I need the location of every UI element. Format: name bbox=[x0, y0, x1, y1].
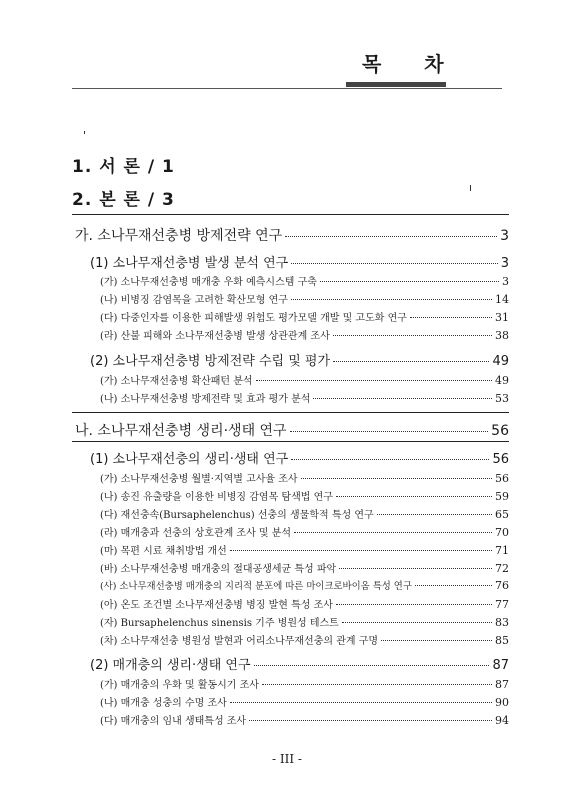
toc-item[interactable] bbox=[100, 676, 509, 691]
toc-entry-page: 77 bbox=[495, 598, 509, 611]
toc-entry-page: 90 bbox=[495, 696, 509, 709]
dot-leader bbox=[377, 514, 492, 515]
dot-leader bbox=[290, 431, 489, 432]
toc-entry-page: 31 bbox=[495, 311, 509, 324]
toc-entry-page: 70 bbox=[495, 526, 509, 539]
chapter-2: 2. 본 론 / 3 bbox=[72, 190, 175, 210]
toc-title: 목 차 bbox=[362, 52, 462, 76]
dot-leader bbox=[333, 335, 492, 336]
toc-item[interactable] bbox=[100, 560, 509, 575]
toc-entry-label: 나. 소나무재선충병 생리·생태 연구 bbox=[75, 423, 287, 439]
toc-entry-label: (나) 송진 유출량을 이용한 비병징 감염목 탐색법 연구 bbox=[100, 492, 333, 503]
toc-subsection[interactable] bbox=[90, 654, 509, 673]
dot-leader bbox=[320, 281, 499, 282]
toc-subsection[interactable] bbox=[90, 448, 509, 467]
page-number: - III - bbox=[272, 752, 302, 766]
dot-leader bbox=[339, 568, 492, 569]
toc-entry-page: 14 bbox=[495, 293, 509, 306]
toc-item[interactable] bbox=[100, 694, 509, 709]
toc-entry-page: 83 bbox=[495, 616, 509, 629]
toc-entry-page: 53 bbox=[495, 392, 509, 405]
toc-item[interactable] bbox=[100, 488, 509, 503]
dot-leader bbox=[291, 263, 498, 264]
dot-leader bbox=[230, 550, 492, 551]
toc-entry-page: 87 bbox=[492, 658, 509, 673]
dot-leader bbox=[415, 585, 492, 586]
toc-entry-page: 56 bbox=[492, 452, 509, 467]
dot-leader bbox=[294, 532, 492, 533]
dot-leader bbox=[254, 665, 490, 666]
toc-entry-label: (가) 매개충의 우화 및 활동시기 조사 bbox=[100, 680, 259, 691]
dot-leader bbox=[336, 604, 492, 605]
toc-item[interactable] bbox=[100, 390, 509, 405]
toc-entry-page: 87 bbox=[495, 678, 509, 691]
toc-entry-page: 38 bbox=[495, 329, 509, 342]
toc-entry-label: (2) 매개충의 생리·생태 연구 bbox=[90, 658, 251, 673]
dot-leader bbox=[410, 317, 492, 318]
dot-leader bbox=[291, 299, 492, 300]
toc-entry-label: (바) 소나무재선충병 매개충의 절대공생세균 특성 파악 bbox=[100, 564, 337, 575]
toc-entry-label: (자) Bursaphelenchus sinensis 기주 병원성 테스트 bbox=[100, 618, 339, 629]
toc-item[interactable] bbox=[100, 524, 509, 539]
toc-entry-page: 72 bbox=[495, 562, 509, 575]
toc-item[interactable] bbox=[100, 372, 509, 387]
scan-speck bbox=[470, 185, 471, 191]
toc-entry-label: (가) 소나무재선충병 매개충 우화 예측시스템 구축 bbox=[100, 277, 317, 288]
toc-item[interactable] bbox=[100, 506, 509, 521]
toc-entry-label: (다) 매개충의 임내 생태특성 조사 bbox=[100, 716, 247, 727]
toc-entry-label: (가) 소나무재선충병 확산패턴 분석 bbox=[100, 376, 253, 387]
toc-entry-label: (사) 소나무재선충병 매개충의 지리적 분포에 따른 마이크로바이옴 특성 연구 bbox=[100, 581, 412, 592]
toc-item[interactable] bbox=[100, 309, 509, 324]
toc-entry-label: (마) 목편 시료 채취방법 개선 bbox=[100, 546, 227, 557]
toc-entry-label: (1) 소나무재선충병 발생 분석 연구 bbox=[90, 256, 289, 271]
toc-entry-label: (나) 매개충 성충의 수명 조사 bbox=[100, 698, 227, 709]
toc-section[interactable] bbox=[75, 420, 509, 440]
toc-item[interactable] bbox=[100, 291, 509, 306]
dot-leader bbox=[262, 684, 492, 685]
toc-entry-page: 94 bbox=[495, 714, 509, 727]
toc-entry-page: 65 bbox=[495, 508, 509, 521]
toc-entry-page: 76 bbox=[495, 579, 509, 592]
toc-entry-page: 56 bbox=[491, 423, 509, 439]
chapter-1: 1. 서 론 / 1 bbox=[72, 157, 175, 177]
dot-leader bbox=[249, 720, 492, 721]
section-rule bbox=[72, 412, 509, 413]
toc-entry-label: (1) 소나무재선충의 생리·생태 연구 bbox=[90, 452, 289, 467]
toc-item[interactable] bbox=[100, 596, 509, 611]
toc-section[interactable] bbox=[75, 225, 509, 245]
toc-entry-page: 49 bbox=[495, 374, 509, 387]
header-rule bbox=[72, 88, 502, 89]
dot-leader bbox=[336, 496, 492, 497]
toc-entry-label: (다) 재선충속(Bursaphelenchus) 선충의 생물학적 특성 연구 bbox=[100, 510, 374, 521]
header-bar bbox=[346, 82, 446, 87]
dot-leader bbox=[256, 380, 492, 381]
toc-item[interactable] bbox=[100, 712, 509, 727]
toc-entry-label: (나) 비병징 감염목을 고려한 확산모형 연구 bbox=[100, 295, 288, 306]
toc-item[interactable] bbox=[100, 542, 509, 557]
toc-entry-label: (라) 산불 피해와 소나무재선충병 발생 상관관계 조사 bbox=[100, 331, 330, 342]
toc-entry-page: 71 bbox=[495, 544, 509, 557]
scan-speck bbox=[84, 131, 85, 134]
dot-leader bbox=[313, 398, 492, 399]
toc-entry-label: (가) 소나무재선충병 월별·지역별 고사율 조사 bbox=[100, 474, 298, 485]
toc-item[interactable] bbox=[100, 632, 509, 647]
toc-entry-page: 56 bbox=[495, 472, 509, 485]
dot-leader bbox=[333, 361, 489, 362]
section-rule bbox=[72, 441, 509, 442]
toc-item[interactable] bbox=[100, 470, 509, 485]
toc-entry-page: 49 bbox=[492, 354, 509, 369]
toc-entry-label: (다) 다중인자를 이용한 피해발생 위험도 평가모델 개발 및 고도화 연구 bbox=[100, 313, 407, 324]
toc-entry-label: (아) 온도 조건별 소나무재선충병 병징 발현 특성 조사 bbox=[100, 600, 333, 611]
toc-entry-label: 가. 소나무재선충병 방제전략 연구 bbox=[75, 228, 283, 244]
toc-entry-page: 3 bbox=[502, 275, 509, 288]
toc-item[interactable] bbox=[100, 273, 509, 288]
toc-entry-page: 3 bbox=[500, 256, 509, 271]
section-rule bbox=[72, 214, 509, 215]
toc-subsection[interactable] bbox=[90, 252, 509, 271]
dot-leader bbox=[301, 478, 492, 479]
toc-item[interactable] bbox=[100, 614, 509, 629]
toc-entry-label: (나) 소나무재선충병 방제전략 및 효과 평가 분석 bbox=[100, 394, 311, 405]
toc-item[interactable] bbox=[100, 327, 509, 342]
dot-leader bbox=[342, 622, 492, 623]
dot-leader bbox=[381, 640, 492, 641]
dot-leader bbox=[291, 459, 489, 460]
dot-leader bbox=[230, 702, 492, 703]
toc-entry-label: (라) 매개충과 선충의 상호관계 조사 및 분석 bbox=[100, 528, 292, 539]
toc-entry-page: 85 bbox=[495, 634, 509, 647]
toc-entry-page: 3 bbox=[500, 228, 509, 244]
toc-item[interactable] bbox=[100, 578, 509, 592]
toc-entry-label: (차) 소나무재선충 병원성 발현과 어리소나무재선충의 관계 구명 bbox=[100, 636, 379, 647]
toc-entry-page: 59 bbox=[495, 490, 509, 503]
toc-subsection[interactable] bbox=[90, 350, 509, 369]
toc-entry-label: (2) 소나무재선충병 방제전략 수립 및 평가 bbox=[90, 354, 331, 369]
dot-leader bbox=[285, 236, 497, 237]
